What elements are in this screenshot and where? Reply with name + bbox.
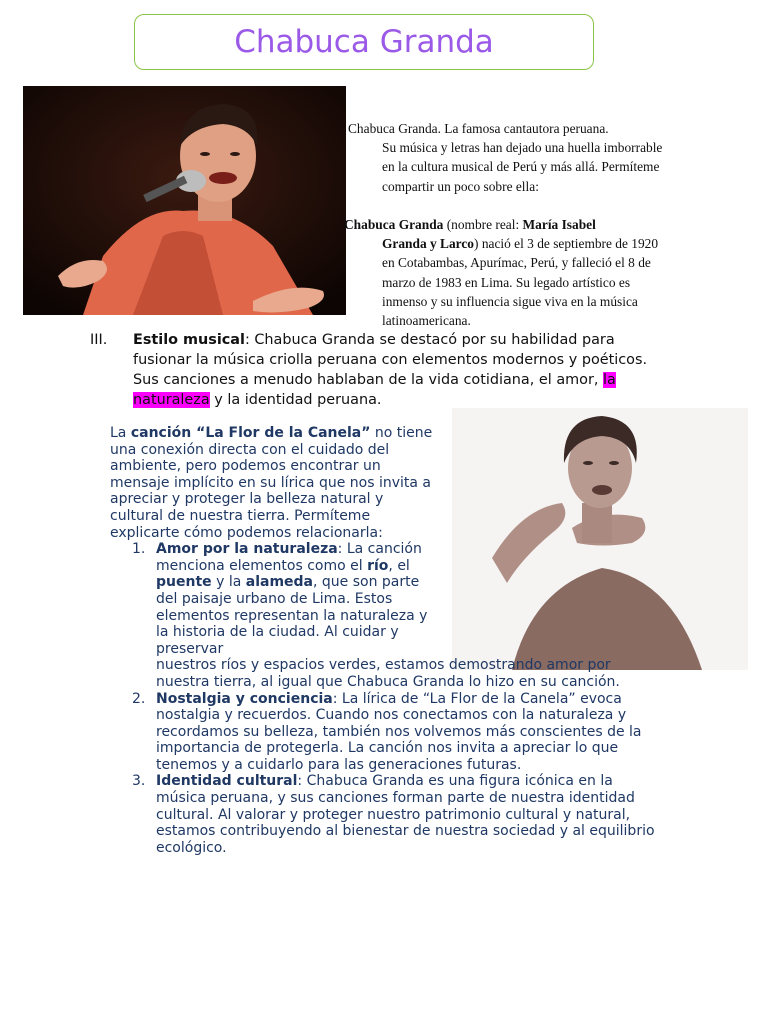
intro-paragraph [348, 119, 678, 196]
list-item [110, 541, 670, 690]
item-bold-puente: puente [156, 574, 212, 591]
item-bold-alameda: alameda [245, 574, 313, 591]
item-number: 2. [132, 690, 146, 707]
item-label: Identidad cultural [156, 773, 298, 790]
intro-line1: Chabuca Granda. La famosa cantautora peruana. [348, 121, 609, 136]
item-text-c: , el [388, 557, 410, 574]
bio-name: Chabuca Granda [344, 217, 444, 232]
cancion-intro [110, 425, 440, 541]
item-bold-rio: río [367, 557, 389, 574]
list-item [110, 691, 670, 774]
item-text-continuation: nuestros ríos y espacios verdes, estamos demostrando amor por nuestra tierra, al igual que Chabuca Granda lo hizo en su canción. [156, 657, 620, 690]
item-text [156, 773, 656, 856]
reasons-list [110, 541, 670, 856]
item-text-d: y la [211, 574, 246, 591]
estilo-text [133, 330, 660, 410]
estilo-musical-item [90, 330, 660, 410]
cancion-pre: La [110, 425, 131, 441]
intro-line2: Su música y letras han dejado una huella imborrable en la cultura musical de Perú y más allá. Permíteme compartir un poco sobre ella: [382, 140, 663, 194]
item-label: Nostalgia y conciencia [156, 690, 333, 707]
cancion-title: canción “La Flor de la Canela” [130, 425, 371, 441]
list-item [110, 773, 670, 856]
estilo-number: III. [90, 332, 108, 348]
bio-real-name-start: María Isabel [522, 217, 596, 232]
item-text [156, 541, 436, 657]
photo-singer-microphone [23, 86, 346, 315]
estilo-text2: y la identidad peruana. [209, 392, 382, 408]
title-box [134, 14, 594, 70]
cancion-section [110, 425, 670, 856]
item-body: : Chabuca Granda es una figura icónica en la música peruana, y sus canciones forman parte de nuestra identidad cultural. Al valorar y proteger nuestro patrimonio cultural y natural, estamos contribuyendo al bienestar de nuestra sociedad y al equilibrio ecológico. [156, 773, 655, 856]
item-text-a: : La canción menciona elementos como el [156, 541, 422, 574]
bio-rest: ) nació el 3 de septiembre de 1920 en Cotabambas, Apurímac, Perú, y falleció el 8 de marzo de 1983 en Lima. Su legado artístico es inmenso y su influencia sigue viva en la música latinoamericana. [382, 236, 659, 329]
item-text-e: , que son parte del paisaje urbano de Lima. Estos elementos representan la naturaleza y la historia de la ciudad. Al cuidar y preservar [156, 574, 428, 657]
cancion-post: no tiene una conexión directa con el cuidado del ambiente, pero podemos encontrar un mensaje implícito en su lírica que nos invita a apreciar y proteger la belleza natural y cultural de nuestra tierra. Permíteme explicarte cómo podemos relacionarla: [110, 425, 433, 541]
item-body: : La lírica de “La Flor de la Canela” evoca nostalgia y recuerdos. Cuando nos conectamos con la naturaleza y recordamos su belleza, también nos volvemos más conscientes de la importancia de protegerla. La canción nos invita a apreciar lo que tenemos y a cuidarlo para las generaciones futuras. [156, 690, 642, 773]
bio-paragraph [344, 215, 674, 330]
estilo-text1: : Chabuca Granda se destacó por su habilidad para fusionar la música criolla peruana con elementos modernos y poéticos. Sus canciones a menudo hablaban de la vida cotidiana, el amor, [133, 332, 648, 388]
estilo-highlight: la naturaleza [133, 372, 616, 408]
item-label: Amor por la naturaleza [156, 541, 338, 558]
estilo-label: Estilo musical [133, 332, 245, 348]
item-text [156, 691, 656, 774]
bio-real-name-end: Granda y Larco [382, 236, 475, 252]
bio-real-prefix: (nombre real: [443, 217, 523, 232]
page-title: Chabuca Granda [234, 24, 494, 60]
item-number: 3. [132, 773, 146, 790]
item-number: 1. [132, 541, 146, 558]
bio-continuation [344, 234, 674, 330]
